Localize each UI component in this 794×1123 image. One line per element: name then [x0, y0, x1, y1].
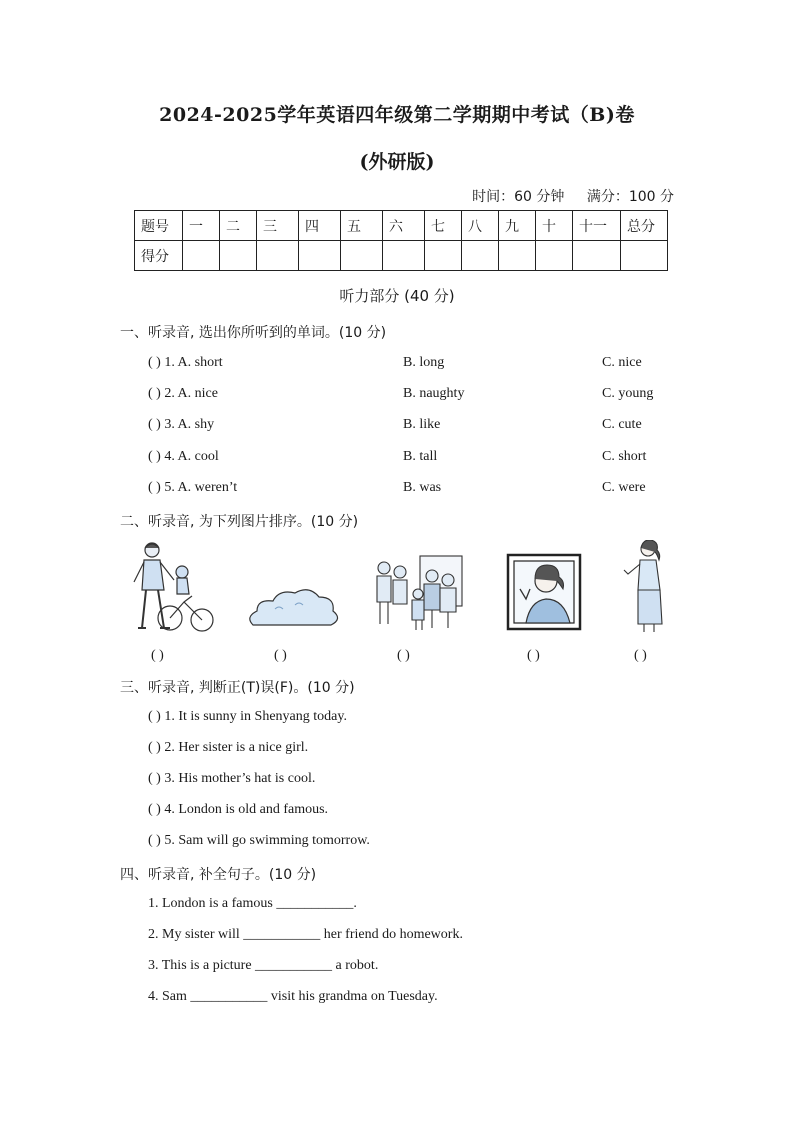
picture-1-answer-bracket[interactable]: ( )	[151, 648, 164, 663]
part1-q2-option-b: B. naughty	[403, 386, 465, 401]
score-input-cell[interactable]	[183, 241, 220, 271]
part4-q3[interactable]: 3. This is a picture ___________ a robot.	[148, 958, 379, 973]
score-table-score-row	[135, 241, 668, 271]
picture-3-answer-bracket[interactable]: ( )	[397, 648, 410, 663]
part1-q1-option-b: B. long	[403, 355, 445, 370]
score-cell: 一	[183, 211, 220, 241]
score-row-label: 得分	[135, 241, 183, 271]
part3-q2[interactable]: ( ) 2. Her sister is a nice girl.	[148, 740, 309, 755]
score-table-header-row	[135, 211, 668, 241]
part1-q1-option-c: C. nice	[602, 355, 642, 370]
part1-q5-option-c: C. were	[602, 480, 646, 495]
part1-q4[interactable]: ( ) 4. A. cool	[148, 449, 219, 464]
score-cell: 五	[341, 211, 383, 241]
score-input-cell[interactable]	[621, 241, 668, 271]
score-cell: 二	[220, 211, 257, 241]
part1-q3[interactable]: ( ) 3. A. shy	[148, 417, 215, 432]
part1-title: 一、听录音, 选出你所听到的单词。(10 分)	[120, 325, 387, 341]
part1-q5[interactable]: ( ) 5. A. weren’t	[148, 480, 238, 495]
part1-q4-option-c: C. short	[602, 449, 647, 464]
score-cell: 十	[536, 211, 573, 241]
part1-q3-option-c: C. cute	[602, 417, 642, 432]
woman-waving-picture	[618, 540, 668, 635]
part1-q2-option-c: C. young	[602, 386, 654, 401]
cloud-picture	[245, 585, 340, 635]
score-cell: 题号	[135, 211, 183, 241]
part3-title: 三、听录音, 判断正(T)误(F)。(10 分)	[120, 680, 355, 696]
part3-q4[interactable]: ( ) 4. London is old and famous.	[148, 802, 329, 817]
score-cell: 八	[462, 211, 499, 241]
score-cell: 六	[383, 211, 425, 241]
score-table	[134, 210, 668, 271]
score-input-cell[interactable]	[257, 241, 299, 271]
score-cell: 十一	[573, 211, 621, 241]
girl-in-frame-picture	[506, 553, 582, 631]
score-cell: 九	[499, 211, 536, 241]
part3-q1[interactable]: ( ) 1. It is sunny in Shenyang today.	[148, 709, 347, 724]
score-input-cell[interactable]	[425, 241, 462, 271]
exam-full-score: 满分：100 分	[586, 189, 674, 205]
score-input-cell[interactable]	[536, 241, 573, 271]
picture-2-answer-bracket[interactable]: ( )	[274, 648, 287, 663]
exam-time: 时间：60 分钟	[472, 189, 565, 205]
picture-4-answer-bracket[interactable]: ( )	[527, 648, 540, 663]
part4-q4[interactable]: 4. Sam ___________ visit his grandma on Tuesday.	[148, 989, 438, 1004]
part1-q1[interactable]: ( ) 1. A. short	[148, 355, 223, 370]
part1-q2[interactable]: ( ) 2. A. nice	[148, 386, 218, 401]
time-info	[454, 186, 674, 206]
part3-q3[interactable]: ( ) 3. His mother’s hat is cool.	[148, 771, 316, 786]
score-input-cell[interactable]	[462, 241, 499, 271]
part3-q5[interactable]: ( ) 5. Sam will go swimming tomorrow.	[148, 833, 370, 848]
score-input-cell[interactable]	[220, 241, 257, 271]
part4-q1[interactable]: 1. London is a famous ___________.	[148, 896, 357, 911]
score-input-cell[interactable]	[341, 241, 383, 271]
part4-title: 四、听录音, 补全句子。(10 分)	[120, 867, 317, 883]
exam-subtitle: (外研版)	[359, 151, 435, 173]
family-photo-picture	[372, 554, 467, 634]
score-cell: 四	[299, 211, 341, 241]
part2-title: 二、听录音, 为下列图片排序。(10 分)	[120, 514, 359, 530]
score-cell: 总分	[621, 211, 668, 241]
score-input-cell[interactable]	[299, 241, 341, 271]
part1-q3-option-b: B. like	[403, 417, 441, 432]
score-input-cell[interactable]	[499, 241, 536, 271]
part1-q4-option-b: B. tall	[403, 449, 438, 464]
score-cell: 七	[425, 211, 462, 241]
exam-title: 2024-2025学年英语四年级第二学期期中考试（B)卷	[159, 104, 635, 126]
score-input-cell[interactable]	[573, 241, 621, 271]
score-input-cell[interactable]	[383, 241, 425, 271]
part4-q2[interactable]: 2. My sister will ___________ her friend do homework.	[148, 927, 463, 942]
picture-5-answer-bracket[interactable]: ( )	[634, 648, 647, 663]
father-teaching-child-bike-picture	[120, 540, 215, 635]
part1-q5-option-b: B. was	[403, 480, 442, 495]
listening-heading: 听力部分 (40 分)	[339, 287, 455, 305]
score-cell: 三	[257, 211, 299, 241]
